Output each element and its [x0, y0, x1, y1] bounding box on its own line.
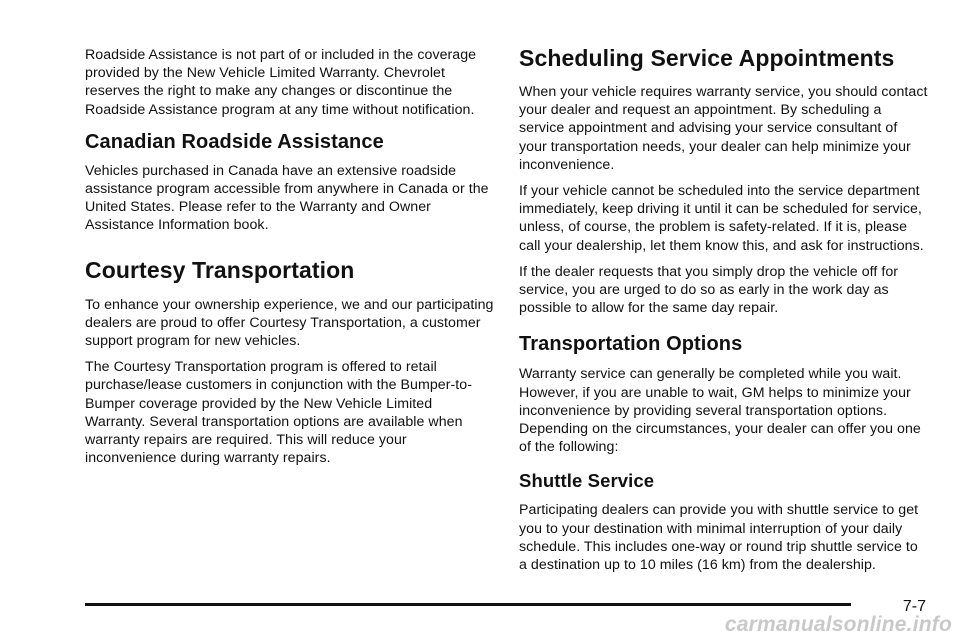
- canadian-roadside-paragraph: Vehicles purchased in Canada have an extensive roadside assistance program accessible from anywhere in Canada or the United States. Please refer to the Warranty and Owner Assistance Information book.: [85, 162, 489, 234]
- courtesy-transportation-heading: Courtesy Transportation: [85, 256, 355, 283]
- courtesy-paragraph-1: To enhance your ownership experience, we and our participating dealers are proud to offer Courtesy Transportation, a customer support program for new vehicles.: [85, 296, 494, 350]
- shuttle-service-paragraph: Participating dealers can provide you with shuttle service to get you to your destination with minimal interruption of your daily schedule. This includes one-way or round trip shuttle service to a destination up to 10 miles (16 km) from the dealership.: [519, 502, 919, 574]
- watermark: carmanualsonline.info: [724, 613, 952, 636]
- footer-rule: [85, 603, 851, 606]
- left-column: [85, 46, 495, 475]
- intro-paragraph: Roadside Assistance is not part of or included in the coverage provided by the New Vehicle Limited Warranty. Chevrolet reserves the right to make any changes or discontinue the Roadside Assistance program at any time without notification.: [85, 47, 477, 118]
- right-column: [519, 44, 929, 582]
- courtesy-paragraph-2: The Courtesy Transportation program is offered to retail purchase/lease customers in conjunction with the Bumper-to-Bumper coverage provided by the New Vehicle Limited Warranty. Several transportation options are available when warranty repairs are required. This will reduce your inconvenience during warranty repairs.: [85, 359, 472, 467]
- transportation-options-heading: Transportation Options: [519, 333, 743, 356]
- scheduling-paragraph-3: If the dealer requests that you simply drop the vehicle off for service, you are urged to do so as early in the work day as possible to allow for the same day repair.: [519, 263, 899, 317]
- canadian-roadside-heading: Canadian Roadside Assistance: [85, 130, 384, 153]
- scheduling-paragraph-2: If your vehicle cannot be scheduled into the service department immediately, keep driving it until it can be scheduled for service, unless, of course, the problem is safety-related. If it is, please call your dealership, let them know this, and ask for instructions.: [519, 183, 924, 254]
- scheduling-paragraph-1: When your vehicle requires warranty service, you should contact your dealer and request an appointment. By scheduling a service appointment and advising your service consultant of your transportation needs, your dealer can help minimize your inconvenience.: [519, 84, 928, 173]
- page-number: 7-7: [902, 598, 926, 615]
- scheduling-heading: Scheduling Service Appointments: [519, 45, 895, 71]
- shuttle-service-heading: Shuttle Service: [519, 470, 655, 492]
- transportation-options-paragraph: Warranty service can generally be completed while you wait. However, if you are unable to wait, GM helps to minimize your inconvenience by providing several transportation options. Depending on the circumstances, your dealer can offer you one of the following:: [519, 366, 921, 456]
